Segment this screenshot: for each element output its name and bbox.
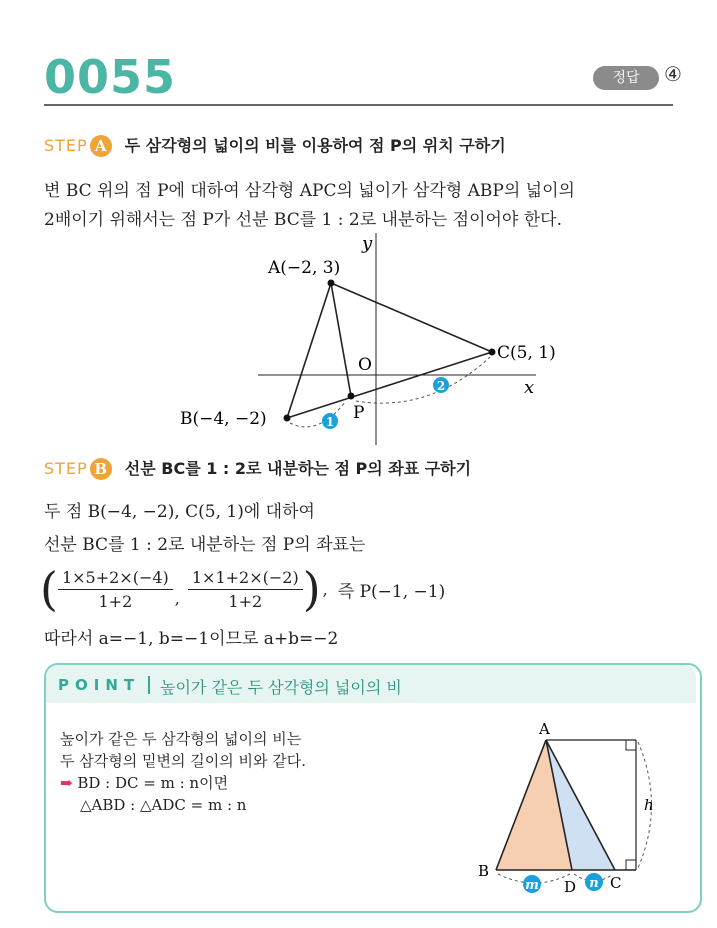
point-c	[489, 349, 496, 356]
step-a-label: STEP	[44, 136, 88, 155]
step-a-title: 두 삼각형의 넓이의 비를 이용하여 점 P의 위치 구하기	[124, 136, 506, 155]
step-b-badge: B	[90, 458, 112, 480]
coordinate-graph	[0, 225, 717, 450]
point-line-4: △ABD : △ADC = m : n	[80, 796, 247, 814]
step-a-line-1: 변 BC 위의 점 P에 대하여 삼각형 APC의 넓이가 삼각형 ABP의 넓이의	[44, 181, 575, 201]
header-divider	[44, 104, 673, 106]
step-b-line-1: 두 점 B(−4, −2), C(5, 1)에 대하여	[44, 502, 315, 522]
fig-label-h: h	[644, 796, 654, 814]
step-b-line-2: 선분 BC를 1 : 2로 내분하는 점 P의 좌표는	[44, 535, 366, 555]
fraction-y-denominator: 1+2	[228, 591, 263, 611]
fraction-x	[58, 568, 173, 611]
answer-label-badge: 정답	[593, 66, 659, 90]
point-title: 높이가 같은 두 삼각형의 넓이의 비	[160, 678, 402, 697]
result-point: 즉 P(−1, −1)	[337, 581, 446, 602]
fraction-y-numerator: 1×1+2×(−2)	[188, 568, 303, 590]
arrow-icon: ➡	[60, 774, 73, 792]
label-p: P	[353, 403, 365, 423]
x-axis-label: x	[524, 377, 535, 398]
y-axis-label: y	[362, 233, 373, 254]
point-line-2: 두 삼각형의 밑변의 길이의 비와 같다.	[60, 752, 306, 770]
step-a-badge: A	[90, 135, 112, 157]
fraction-x-denominator: 1+2	[98, 591, 133, 611]
ratio-2-text: 2	[436, 379, 446, 393]
label-a: A(−2, 3)	[268, 258, 341, 278]
step-b-title: 선분 BC를 1 : 2로 내분하는 점 P의 좌표 구하기	[124, 459, 472, 478]
point-b	[284, 415, 291, 422]
point-line-1: 높이가 같은 두 삼각형의 넓이의 비는	[60, 730, 302, 748]
fig-label-a: A	[539, 720, 550, 738]
segment-ap	[331, 283, 351, 396]
label-m: m	[525, 878, 539, 893]
step-b-label: STEP	[44, 459, 88, 478]
segment-ab	[287, 283, 331, 418]
label-n: n	[589, 876, 599, 891]
fig-label-c: C	[610, 874, 622, 892]
label-b: B(−4, −2)	[180, 409, 267, 429]
point-p	[348, 393, 355, 400]
step-a-line-2: 2배이기 위해서는 점 P가 선분 BC를 1 : 2로 내분하는 점이어야 한다.	[44, 210, 562, 230]
problem-number: 0055	[44, 50, 177, 104]
step-b-heading	[44, 456, 471, 480]
point-label: POINT	[58, 676, 141, 694]
fig-label-d: D	[564, 878, 577, 896]
fig-label-b: B	[478, 862, 490, 880]
answer-value: ④	[664, 62, 682, 86]
fraction-y	[188, 568, 303, 611]
step-b-conclusion: 따라서 a=−1, b=−1이므로 a+b=−2	[44, 629, 339, 649]
point-line-3: BD : DC = m : n이면	[77, 774, 229, 792]
label-c: C(5, 1)	[497, 343, 556, 363]
step-a-heading	[44, 133, 506, 157]
ratio-1-text: 1	[325, 415, 335, 429]
coordinate-formula: ( $\frac{1\times 5+2\times(-4)}{1+2}$ , $\frac{1\times 1+2\times(-2)}{1+2}$ ) , 즉 P(−1, −1)	[40, 562, 446, 616]
point-explanation	[60, 728, 306, 816]
triangle-figure	[460, 712, 690, 902]
segment-bc	[287, 352, 492, 418]
segment-ac	[331, 283, 492, 352]
fraction-x-numerator: 1×5+2×(−4)	[58, 568, 173, 590]
label-origin: O	[358, 355, 372, 375]
point-a	[328, 280, 335, 287]
point-divider	[148, 676, 150, 694]
